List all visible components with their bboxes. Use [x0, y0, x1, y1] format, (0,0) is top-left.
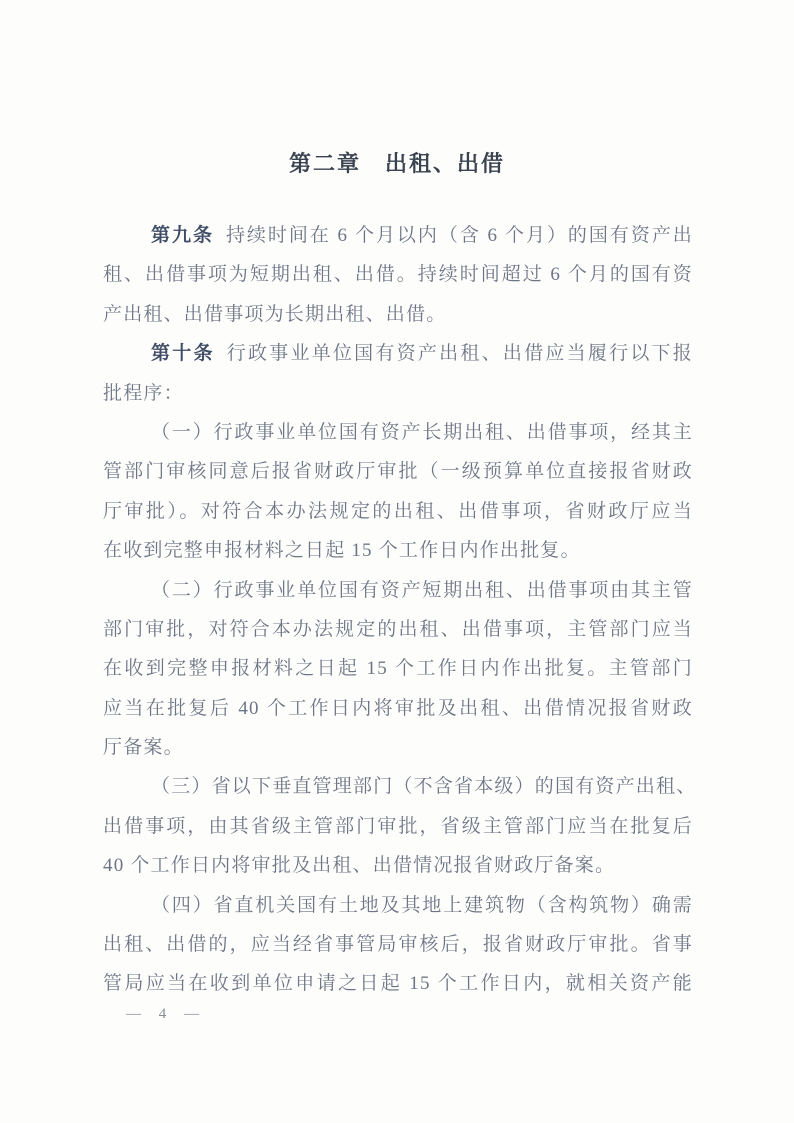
text-line: 第九条 持续时间在 6 个月以内（含 6 个月）的国有资产出	[151, 225, 693, 246]
text-line: 租、出借事项为短期出租、出借。持续时间超过 6 个月的国有资	[103, 264, 693, 286]
text-line: 在收到完整申报材料之日起 15 个工作日内作出批复。主管部门	[103, 658, 693, 680]
text-line: 第十条 行政事业单位国有资产出租、出借应当履行以下报	[151, 343, 693, 365]
text-line: 管局应当在收到单位申请之日起 15 个工作日内，就相关资产能	[103, 973, 693, 995]
text-line: 出借事项，由其省级主管部门审批，省级主管部门应当在批复后	[103, 815, 693, 837]
text-line: 管部门审核同意后报省财政厅审批（一级预算单位直接报省财政	[103, 461, 693, 483]
text-line: 厅备案。	[103, 737, 184, 759]
page-number: — 4 —	[126, 1006, 202, 1022]
text-line: 在收到完整申报材料之日起 15 个工作日内作出批复。	[103, 540, 581, 562]
text-line: （二）行政事业单位国有资产短期出租、出借事项由其主管	[151, 579, 693, 601]
paragraph-item-1	[103, 413, 693, 571]
text-line: （一）行政事业单位国有资产长期出租、出借事项，经其主	[151, 421, 693, 443]
article-number: 第十条	[151, 343, 215, 365]
text-line: 部门审批，对符合本办法规定的出租、出借事项，主管部门应当	[103, 618, 693, 640]
text-line: 40 个工作日内将审批及出租、出借情况报省财政厅备案。	[103, 855, 616, 877]
paragraph-article-10	[103, 334, 693, 413]
article-number: 第九条	[151, 225, 214, 246]
text-line: 产出租、出借事项为长期出租、出借。	[103, 303, 447, 325]
paragraph-item-3	[103, 767, 697, 885]
chapter-title: 第二章 出租、出借	[288, 151, 505, 176]
text-line: 出租、出借的，应当经省事管局审核后，报省财政厅审批。省事	[103, 934, 693, 956]
text-line: 应当在批复后 40 个工作日内将审批及出租、出借情况报省财政	[103, 697, 693, 719]
text-line: 厅审批）。对符合本办法规定的出租、出借事项，省财政厅应当	[103, 500, 693, 522]
document-body	[103, 216, 697, 1004]
paragraph-item-4	[103, 886, 693, 1004]
text-line: 批程序：	[103, 382, 184, 404]
paragraph-item-2	[103, 571, 693, 768]
text-line: （四）省直机关国有土地及其地上建筑物（含构筑物）确需	[151, 894, 693, 916]
paragraph-article-9	[103, 216, 693, 334]
text-line: （三）省以下垂直管理部门（不含省本级）的国有资产出租、	[151, 776, 697, 798]
